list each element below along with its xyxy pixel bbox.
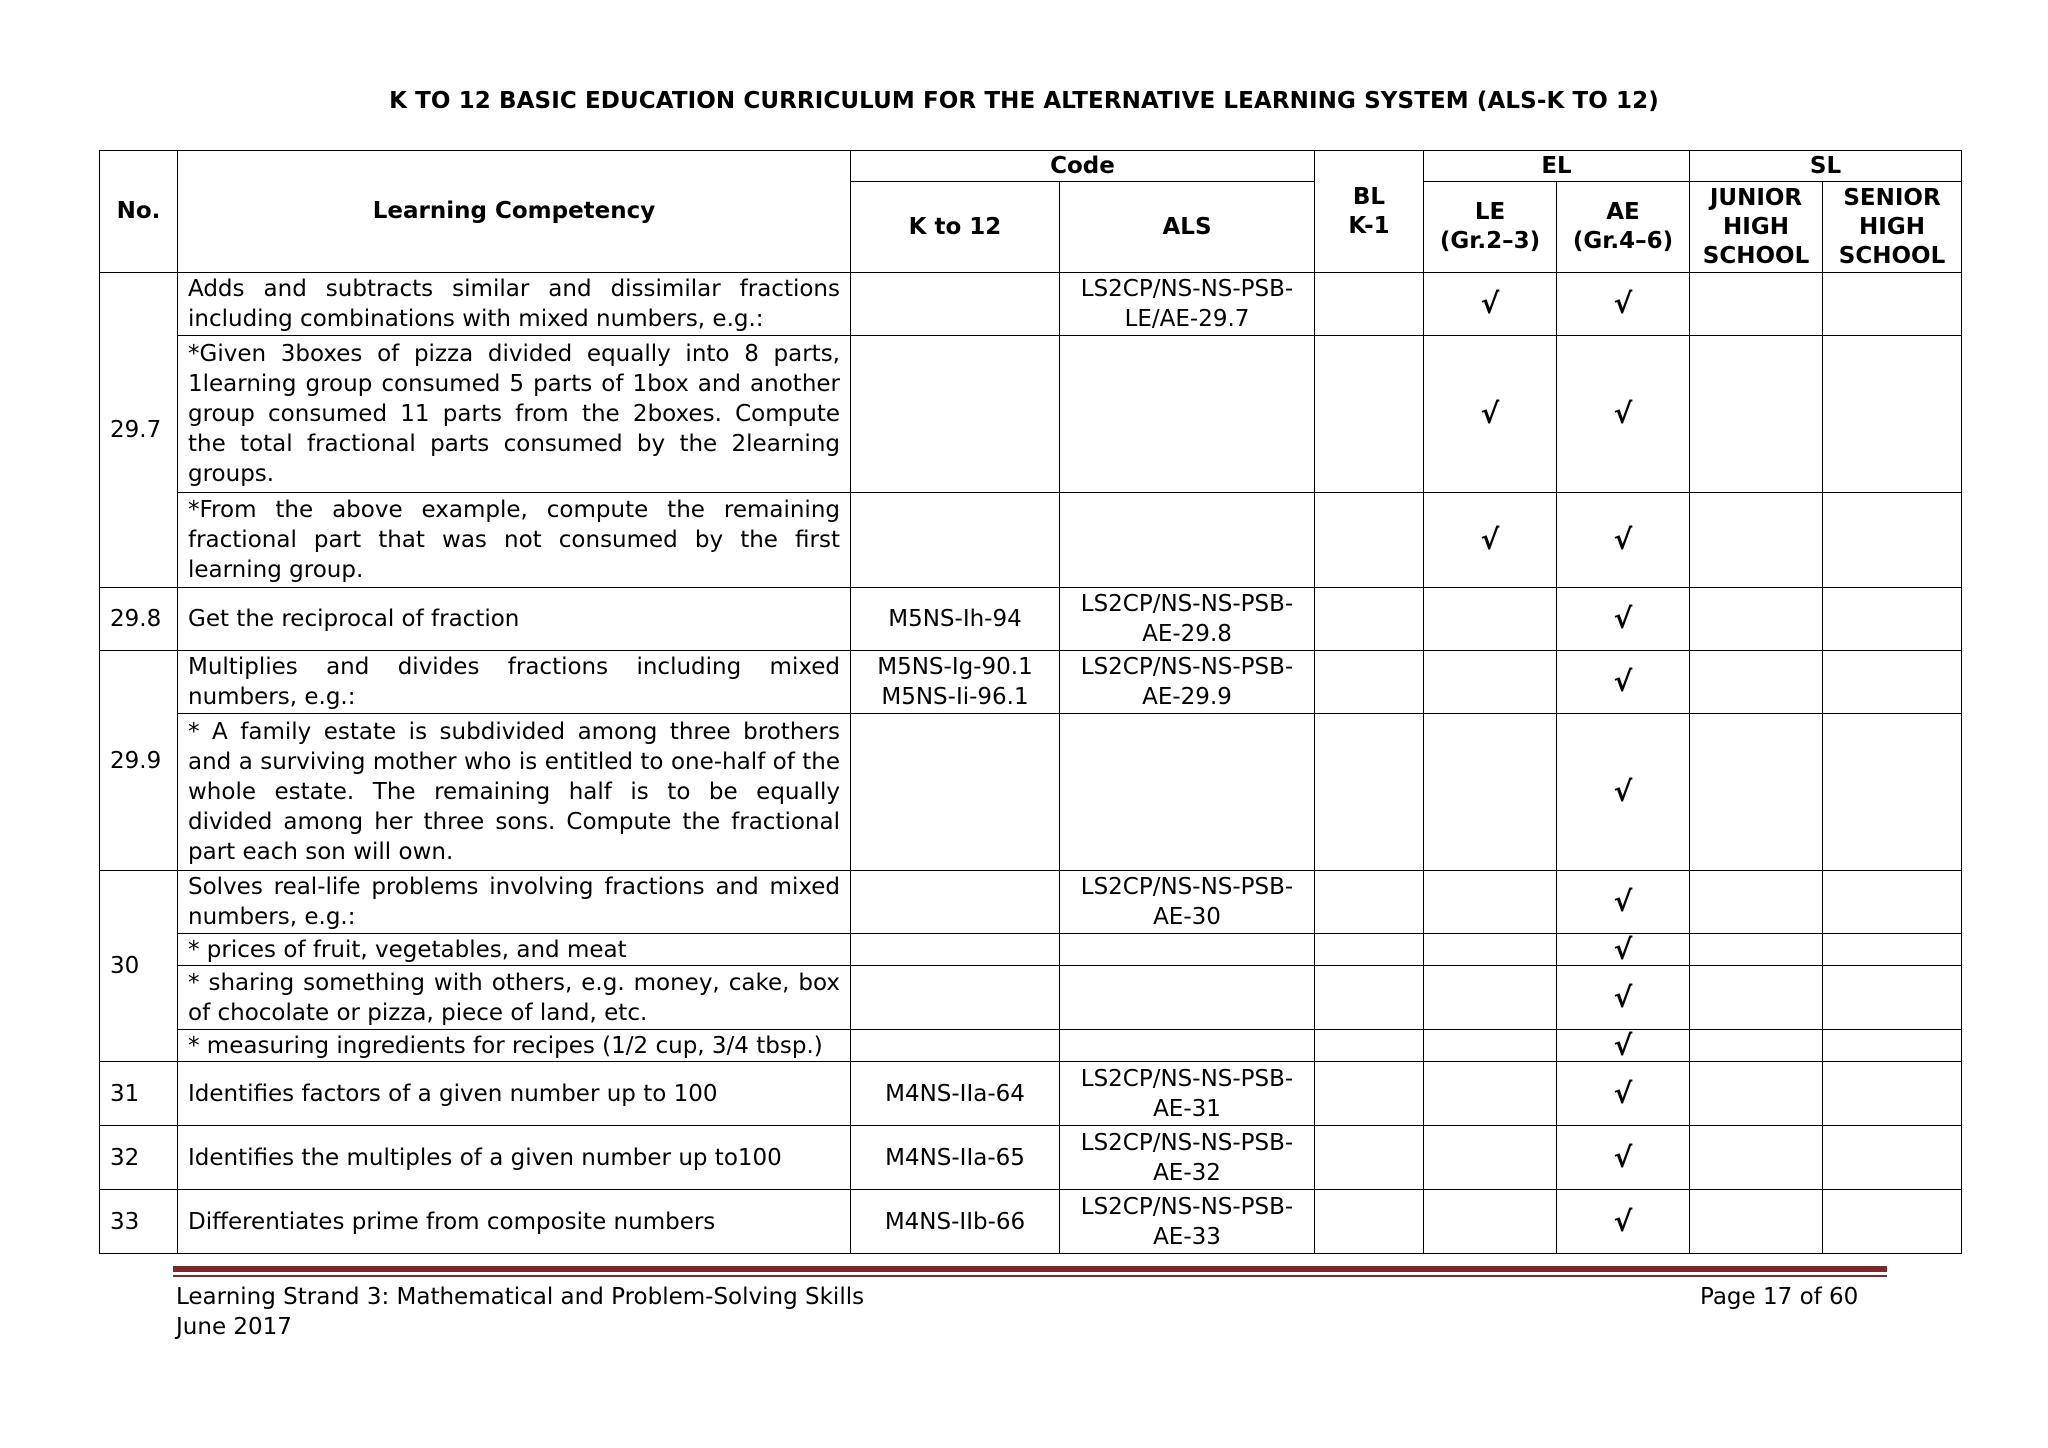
le-check-cell (1424, 588, 1557, 651)
bl-check-cell (1315, 273, 1424, 336)
bl-check-cell (1315, 714, 1424, 871)
als-code (1060, 934, 1315, 966)
le-check-cell (1424, 871, 1557, 934)
table-row (100, 588, 1962, 651)
check-mark-icon: √ (1613, 1076, 1633, 1110)
shs-check-cell (1823, 588, 1962, 651)
header-bl: BL K-1 (1315, 151, 1424, 273)
k-to-12-code: M5NS-Ih-94 (851, 588, 1060, 651)
footer-date: June 2017 (176, 1314, 292, 1340)
learning-competency: * prices of fruit, vegetables, and meat (178, 934, 851, 966)
competency-number: 29.8 (100, 588, 178, 651)
ae-check-cell (1557, 651, 1690, 714)
shs-check-cell (1823, 336, 1962, 493)
table-row (100, 966, 1962, 1030)
ae-check-cell (1557, 871, 1690, 934)
als-code (1060, 1030, 1315, 1062)
table-row (100, 714, 1962, 871)
bl-check-cell (1315, 336, 1424, 493)
le-check-cell (1424, 1030, 1557, 1062)
check-mark-icon: √ (1480, 287, 1500, 320)
ae-check-cell (1557, 336, 1690, 493)
k-to-12-code (851, 273, 1060, 336)
als-code (1060, 714, 1315, 871)
header-ae: AE (Gr.4–6) (1557, 182, 1690, 273)
table-row (100, 934, 1962, 966)
check-mark-icon: √ (1613, 1029, 1633, 1062)
header-als: ALS (1060, 182, 1315, 273)
learning-competency: *Given 3boxes of pizza divided equally into 8 parts, 1learning group consumed 5 parts of 1box and another group consumed 11 parts from the 2boxes. Compute the total fractional parts consumed by the 2learning groups. (178, 336, 851, 493)
competency-number: 32 (100, 1126, 178, 1190)
ae-check-cell (1557, 273, 1690, 336)
ae-check-cell (1557, 714, 1690, 871)
check-mark-icon: √ (1480, 523, 1500, 556)
jhs-check-cell (1690, 714, 1823, 871)
bl-check-cell (1315, 871, 1424, 934)
header-senior-high-school: SENIOR HIGH SCHOOL (1823, 182, 1962, 273)
learning-competency: * measuring ingredients for recipes (1/2 cup, 3/4 tbsp.) (178, 1030, 851, 1062)
header-no: No. (100, 151, 178, 273)
table-row (100, 1126, 1962, 1190)
als-code: LS2CP/NS-NS-PSB- AE-29.9 (1060, 651, 1315, 714)
le-check-cell (1424, 1126, 1557, 1190)
competency-number: 33 (100, 1190, 178, 1254)
jhs-check-cell (1690, 871, 1823, 934)
k-to-12-code: M4NS-IIa-65 (851, 1126, 1060, 1190)
le-check-cell (1424, 934, 1557, 966)
bl-check-cell (1315, 588, 1424, 651)
shs-check-cell (1823, 871, 1962, 934)
shs-check-cell (1823, 273, 1962, 336)
shs-check-cell (1823, 934, 1962, 966)
k-to-12-code: M5NS-Ig-90.1 M5NS-Ii-96.1 (851, 651, 1060, 714)
table-row (100, 1030, 1962, 1062)
jhs-check-cell (1690, 966, 1823, 1030)
als-code: LS2CP/NS-NS-PSB- AE-33 (1060, 1190, 1315, 1254)
footer-divider-thin (173, 1275, 1887, 1277)
footer-strand: Learning Strand 3: Mathematical and Problem-Solving Skills (176, 1284, 865, 1310)
check-mark-icon: √ (1613, 933, 1633, 966)
competency-number: 29.9 (100, 651, 178, 871)
ae-check-cell (1557, 1062, 1690, 1126)
curriculum-table (99, 150, 1962, 1254)
als-code (1060, 966, 1315, 1030)
check-mark-icon: √ (1613, 602, 1633, 635)
shs-check-cell (1823, 1126, 1962, 1190)
page-title: K TO 12 BASIC EDUCATION CURRICULUM FOR THE ALTERNATIVE LEARNING SYSTEM (ALS-K TO 12) (389, 88, 1659, 114)
le-check-cell (1424, 336, 1557, 493)
header-code: Code (851, 151, 1315, 182)
shs-check-cell (1823, 651, 1962, 714)
ae-check-cell (1557, 966, 1690, 1030)
learning-competency: Adds and subtracts similar and dissimilar fractions including combinations with mixed numbers, e.g.: (178, 273, 851, 336)
check-mark-icon: √ (1480, 397, 1500, 430)
ae-check-cell (1557, 1030, 1690, 1062)
ae-check-cell (1557, 493, 1690, 588)
als-code: LS2CP/NS-NS-PSB- AE-31 (1060, 1062, 1315, 1126)
check-mark-icon: √ (1613, 665, 1633, 698)
le-check-cell (1424, 651, 1557, 714)
learning-competency: * A family estate is subdivided among three brothers and a surviving mother who is entitled to one-half of the whole estate. The remaining half is to be equally divided among her three sons. Compute the fractional part each son will own. (178, 714, 851, 871)
bl-check-cell (1315, 1030, 1424, 1062)
learning-competency: Get the reciprocal of fraction (178, 588, 851, 651)
ae-check-cell (1557, 1126, 1690, 1190)
als-code: LS2CP/NS-NS-PSB- AE-30 (1060, 871, 1315, 934)
table-row (100, 493, 1962, 588)
table-header (100, 151, 1962, 273)
check-mark-icon: √ (1613, 287, 1633, 320)
ae-check-cell (1557, 1190, 1690, 1254)
shs-check-cell (1823, 493, 1962, 588)
k-to-12-code (851, 714, 1060, 871)
learning-competency: Multiplies and divides fractions including mixed numbers, e.g.: (178, 651, 851, 714)
check-mark-icon: √ (1613, 523, 1633, 556)
bl-check-cell (1315, 1190, 1424, 1254)
table-body (100, 273, 1962, 1254)
als-code (1060, 493, 1315, 588)
header-learning-competency: Learning Competency (178, 151, 851, 273)
competency-number: 29.7 (100, 273, 178, 588)
als-code: LS2CP/NS-NS-PSB- AE-29.8 (1060, 588, 1315, 651)
table-row (100, 273, 1962, 336)
learning-competency: Differentiates prime from composite numbers (178, 1190, 851, 1254)
footer-divider (173, 1266, 1887, 1272)
le-check-cell (1424, 273, 1557, 336)
check-mark-icon: √ (1613, 885, 1633, 918)
k-to-12-code (851, 493, 1060, 588)
bl-check-cell (1315, 966, 1424, 1030)
jhs-check-cell (1690, 934, 1823, 966)
learning-competency: *From the above example, compute the remaining fractional part that was not consumed by the first learning group. (178, 493, 851, 588)
competency-number: 31 (100, 1062, 178, 1126)
als-code: LS2CP/NS-NS-PSB- AE-32 (1060, 1126, 1315, 1190)
als-code: LS2CP/NS-NS-PSB- LE/AE-29.7 (1060, 273, 1315, 336)
bl-check-cell (1315, 1062, 1424, 1126)
k-to-12-code (851, 1030, 1060, 1062)
jhs-check-cell (1690, 1190, 1823, 1254)
header-sl: SL (1690, 151, 1962, 182)
check-mark-icon: √ (1613, 980, 1633, 1014)
bl-check-cell (1315, 493, 1424, 588)
k-to-12-code: M4NS-IIa-64 (851, 1062, 1060, 1126)
header-le: LE (Gr.2–3) (1424, 182, 1557, 273)
k-to-12-code (851, 871, 1060, 934)
le-check-cell (1424, 1062, 1557, 1126)
k-to-12-code (851, 336, 1060, 493)
jhs-check-cell (1690, 493, 1823, 588)
le-check-cell (1424, 1190, 1557, 1254)
shs-check-cell (1823, 714, 1962, 871)
bl-check-cell (1315, 651, 1424, 714)
bl-check-cell (1315, 1126, 1424, 1190)
table-row (100, 1190, 1962, 1254)
shs-check-cell (1823, 966, 1962, 1030)
jhs-check-cell (1690, 273, 1823, 336)
jhs-check-cell (1690, 1062, 1823, 1126)
learning-competency: * sharing something with others, e.g. money, cake, box of chocolate or pizza, piece of land, etc. (178, 966, 851, 1030)
shs-check-cell (1823, 1062, 1962, 1126)
table-row (100, 336, 1962, 493)
k-to-12-code (851, 934, 1060, 966)
header-junior-high-school: JUNIOR HIGH SCHOOL (1690, 182, 1823, 273)
check-mark-icon: √ (1613, 1204, 1633, 1238)
shs-check-cell (1823, 1190, 1962, 1254)
check-mark-icon: √ (1613, 397, 1633, 430)
jhs-check-cell (1690, 651, 1823, 714)
learning-competency: Solves real-life problems involving fractions and mixed numbers, e.g.: (178, 871, 851, 934)
shs-check-cell (1823, 1030, 1962, 1062)
learning-competency: Identifies the multiples of a given number up to100 (178, 1126, 851, 1190)
jhs-check-cell (1690, 1030, 1823, 1062)
competency-number: 30 (100, 871, 178, 1062)
learning-competency: Identifies factors of a given number up to 100 (178, 1062, 851, 1126)
header-el: EL (1424, 151, 1690, 182)
check-mark-icon: √ (1613, 775, 1633, 808)
jhs-check-cell (1690, 588, 1823, 651)
jhs-check-cell (1690, 1126, 1823, 1190)
check-mark-icon: √ (1613, 1140, 1633, 1174)
footer-page-number: Page 17 of 60 (1700, 1284, 1859, 1310)
le-check-cell (1424, 493, 1557, 588)
k-to-12-code (851, 966, 1060, 1030)
als-code (1060, 336, 1315, 493)
jhs-check-cell (1690, 336, 1823, 493)
ae-check-cell (1557, 934, 1690, 966)
le-check-cell (1424, 966, 1557, 1030)
le-check-cell (1424, 714, 1557, 871)
table-row (100, 1062, 1962, 1126)
bl-check-cell (1315, 934, 1424, 966)
table-row (100, 651, 1962, 714)
ae-check-cell (1557, 588, 1690, 651)
table-row (100, 871, 1962, 934)
header-k-to-12: K to 12 (851, 182, 1060, 273)
k-to-12-code: M4NS-IIb-66 (851, 1190, 1060, 1254)
